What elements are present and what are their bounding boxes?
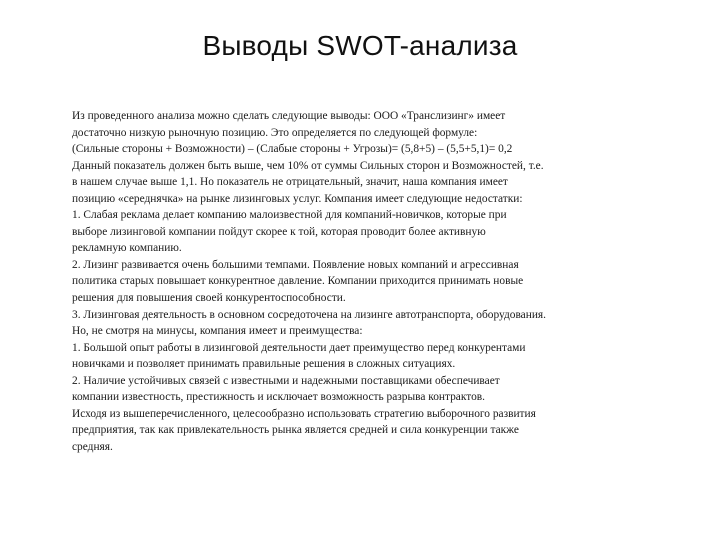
body-line: позицию «середнячка» на рынке лизинговых услуг. Компания имеет следующие недостатки: [72,192,523,205]
body-line: 2. Лизинг развивается очень большими темпами. Появление новых компаний и агрессивная [72,258,519,271]
slide-title: Выводы SWOT-анализа [202,30,518,61]
body-line: 2. Наличие устойчивых связей с известными и надежными поставщиками обеспечивает [72,374,500,387]
body-line: новичками и позволяет принимать правильные решения в сложных ситуациях. [72,358,456,371]
body-line: 3. Лизинговая деятельность в основном сосредоточена на лизинге автотранспорта, оборудования. [72,308,547,321]
body-line: выборе лизинговой компании пойдут скорее к той, которая проводит более активную [72,225,486,238]
body-line: компании известность, престижность и исключает возможность разрыва контрактов. [72,391,485,404]
body-line: в нашем случае выше 1,1. Но показатель не отрицательный, значит, наша компания имеет [72,176,508,189]
slide-body-text [72,108,664,455]
body-line: Исходя из вышеперечисленного, целесообразно использовать стратегию выборочного развития [72,407,536,420]
body-line: Данный показатель должен быть выше, чем 10% от суммы Сильных сторон и Возможностей, т.е. [72,159,544,172]
body-line: Но, не смотря на минусы, компания имеет и преимущества: [72,325,363,338]
body-line: Из проведенного анализа можно сделать следующие выводы: ООО «Транслизинг» имеет [72,110,506,122]
body-line: рекламную компанию. [72,242,182,255]
body-line: политика старых повышает конкурентное давление. Компании приходится принимать новые [72,275,524,288]
body-line: решения для повышения своей конкурентоспособности. [72,292,346,305]
body-line: 1. Слабая реклама делает компанию малоизвестной для компаний-новичков, которые при [72,209,507,222]
body-line: средняя. [72,440,113,453]
body-line: 1. Большой опыт работы в лизинговой деятельности дает преимущество перед конкурентами [72,341,526,354]
body-line: (Сильные стороны + Возможности) – (Слабые стороны + Угрозы)= (5,8+5) – (5,5+5,1)= 0,2 [72,143,513,156]
body-line: достаточно низкую рыночную позицию. Это определяется по следующей формуле: [72,126,478,139]
body-line: предприятия, так как привлекательность рынка является средней и сила конкуренции также [72,424,519,437]
